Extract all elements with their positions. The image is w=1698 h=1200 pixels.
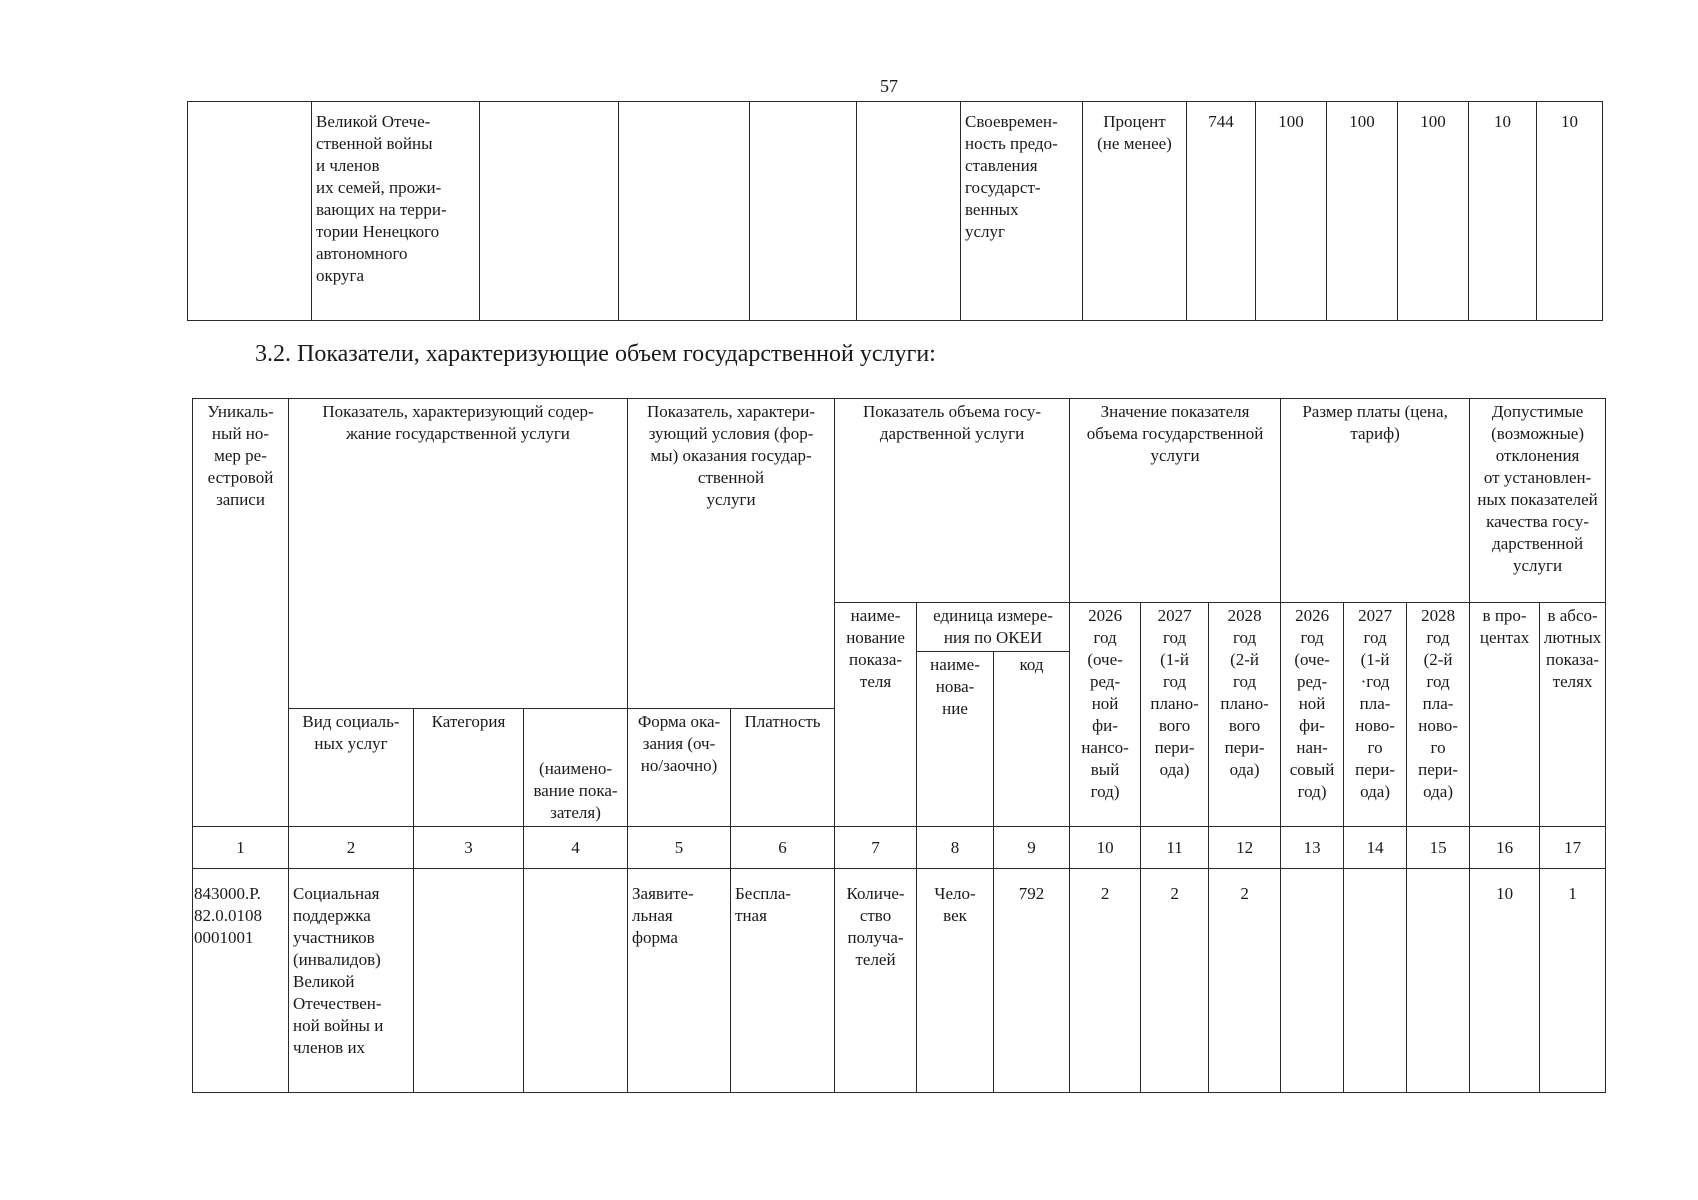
header-fee-2028: 2028 год (2-й год пла- ново- го пери- ода) [1407,603,1470,827]
header-deviation-absolute: в абсо- лютных показа- телях [1540,603,1606,827]
column-number: 13 [1281,827,1344,869]
column-number: 15 [1407,827,1470,869]
volume-2028-cell: 2 [1209,869,1281,1093]
header-category: Категория [414,709,524,827]
form-cell: Заявите- льная форма [628,869,731,1093]
column-number: 12 [1209,827,1281,869]
column-number: 4 [524,827,628,869]
table-cell [750,102,857,321]
header-okei-code: код [994,652,1070,827]
column-number: 8 [917,827,994,869]
header-fee-2026: 2026 год (оче- ред- ной фи- нан- совый год) [1281,603,1344,827]
table-cell [619,102,750,321]
column-number: 7 [835,827,917,869]
column-number: 1 [193,827,289,869]
value-2027-cell: 100 [1327,102,1398,321]
column-number: 11 [1141,827,1209,869]
table-header-row [193,399,1606,603]
volume-2027-cell: 2 [1141,869,1209,1093]
indicator-name-cell: Количе- ство получа- телей [835,869,917,1093]
value-2026-cell: 100 [1256,102,1327,321]
okei-code-cell: 792 [994,869,1070,1093]
fee-2026-cell [1281,869,1344,1093]
header-volume-value: Значение показателя объема государственной услуги [1070,399,1281,603]
column-number: 17 [1540,827,1606,869]
header-okei-name: наиме- нова- ние [917,652,994,827]
header-volume-2027: 2027 год (1-й год плано- вого пери- ода) [1141,603,1209,827]
header-service-type: Вид социаль- ных услуг [289,709,414,827]
header-conditions-indicator: Показатель, характери- зующий условия (фор- мы) оказания государ- ственной услуги [628,399,835,709]
header-volume-indicator: Показатель объема госу- дарственной услуги [835,399,1070,603]
column-number-row [193,827,1606,869]
table-cell [480,102,619,321]
deviation-absolute-cell: 1 [1540,869,1606,1093]
header-volume-2028: 2028 год (2-й год плано- вого пери- ода) [1209,603,1281,827]
category-cell: Великой Отече- ственной войны и членов их семей, прожи- вающих на терри- тории Ненецкого автономного округа [312,102,480,321]
payment-cell: Беспла- тная [731,869,835,1093]
category-cell [414,869,524,1093]
indicator-placeholder-cell [524,869,628,1093]
table-cell [188,102,312,321]
table-row [193,869,1606,1093]
value-2028-cell: 100 [1398,102,1469,321]
header-volume-2026: 2026 год (оче- ред- ной фи- нансо- вый год) [1070,603,1141,827]
fee-2028-cell [1407,869,1470,1093]
section-heading: 3.2. Показатели, характеризующие объем государственной услуги: [255,341,936,367]
unit-name-cell: Процент (не менее) [1083,102,1187,321]
header-fee-2027: 2027 год (1-й ·год пла- ново- го пери- ода) [1344,603,1407,827]
header-content-indicator: Показатель, характеризующий содер- жание государственной услуги [289,399,628,709]
table-row [188,102,1603,321]
column-number: 2 [289,827,414,869]
fee-2027-cell [1344,869,1407,1093]
volume-2026-cell: 2 [1070,869,1141,1093]
header-indicator-placeholder: (наимено- вание пока- зателя) [524,709,628,827]
column-number: 14 [1344,827,1407,869]
table-cell [857,102,961,321]
header-okei-unit: единица измере- ния по ОКЕИ [917,603,1070,652]
deviation-percent-cell: 10 [1470,869,1540,1093]
column-number: 9 [994,827,1070,869]
column-number: 6 [731,827,835,869]
header-form: Форма ока- зания (оч- но/заочно) [628,709,731,827]
header-fee: Размер платы (цена, тариф) [1281,399,1470,603]
header-payment: Платность [731,709,835,827]
deviation-absolute-cell: 10 [1537,102,1603,321]
header-unique-number: Уникаль- ный но- мер ре- естровой записи [193,399,289,827]
unique-number-cell: 843000.Р. 82.0.0108 0001001 [193,869,289,1093]
okei-code-cell: 744 [1187,102,1256,321]
column-number: 5 [628,827,731,869]
column-number: 16 [1470,827,1540,869]
header-deviations: Допустимые (возможные) отклонения от установлен- ных показателей качества госу- дарственной услуги [1470,399,1606,603]
header-indicator-name: наиме- нование показа- теля [835,603,917,827]
deviation-percent-cell: 10 [1469,102,1537,321]
indicator-name-cell: Своевремен- ность предо- ставления государст- венных услуг [961,102,1083,321]
column-number: 10 [1070,827,1141,869]
column-number: 3 [414,827,524,869]
service-type-cell: Социальная поддержка участников (инвалидов) Великой Отечествен- ной войны и членов их [289,869,414,1093]
okei-name-cell: Чело- век [917,869,994,1093]
quality-indicators-table-continuation [187,101,1603,321]
header-deviation-percent: в про- центах [1470,603,1540,827]
volume-indicators-table [192,398,1606,1093]
page-number: 57 [880,76,898,96]
